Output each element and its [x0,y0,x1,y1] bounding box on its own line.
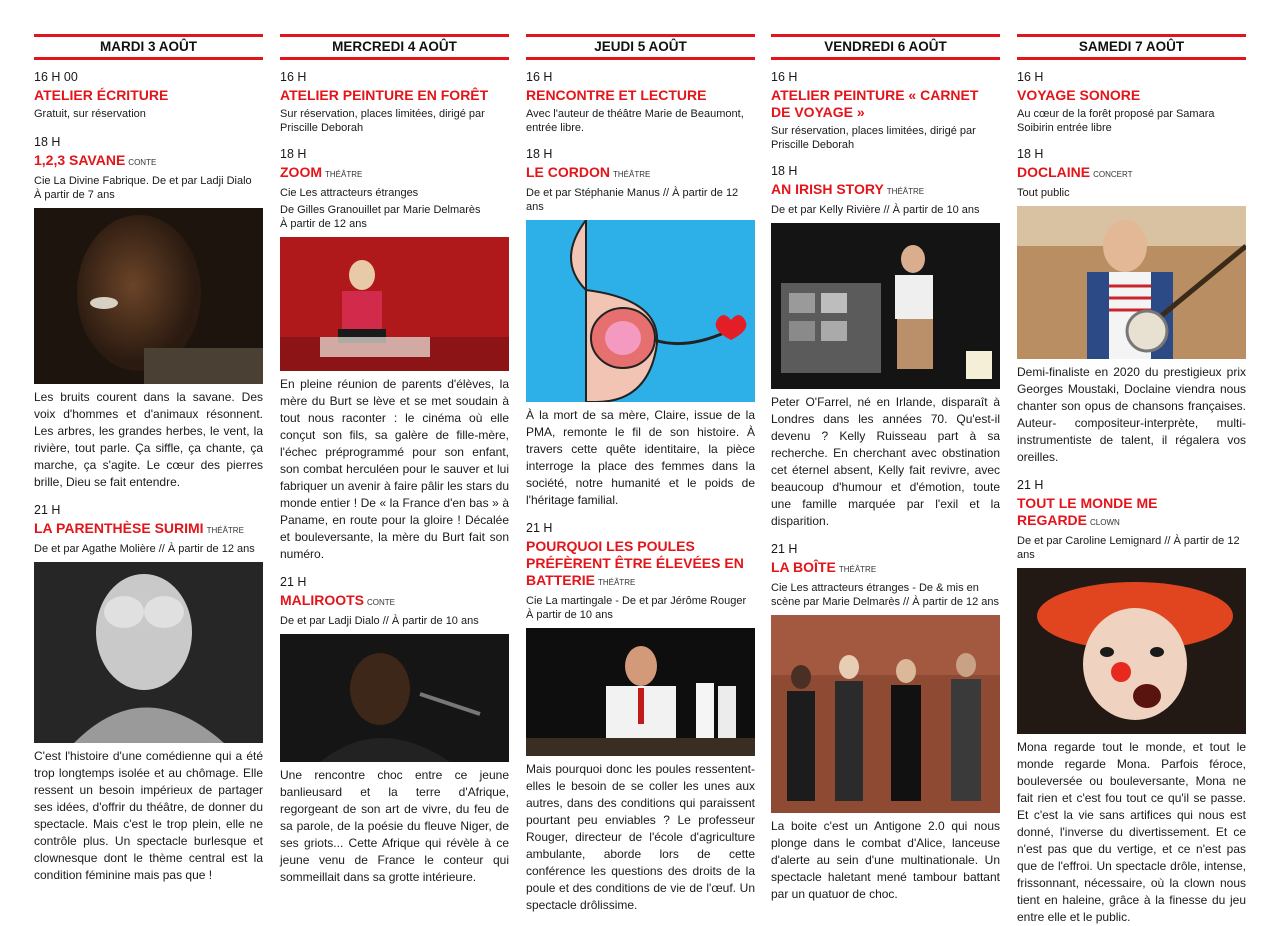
event-genre: THÉÂTRE [886,187,925,196]
event-time: 18 H [526,147,553,161]
event-info: De et par Caroline Lemignard // À partir de 12 ans [1017,535,1240,561]
event-description: En pleine réunion de parents d'élèves, la mère du Burt se lève et se met soudain à tout nous raconter : le cinéma où elle conçut son fils, sa galère de fille-mère, l'échec préprogrammé pour son enfant, son combat herculéen pour le sauver et lui fabriquer un avenir à faire pâlir les stars du monde entier ! De « la France d'en bas » à Paname, en route pour la gloire ! Décalée et bouleversante, la mère du Burt fait son numéro. [280,377,509,561]
event-photo-maliroots [280,634,509,762]
event-description: À la mort de sa mère, Claire, issue de la PMA, remonte le fil de son histoire. À travers cette quête identitaire, la pièce interroge la place des femmes dans la société, notre humanité et le poids de l'héritage familial. [526,408,755,507]
day-column-mercredi [280,34,509,886]
event-title: MALIROOTS CONTE [280,592,395,608]
event-description: Demi-finaliste en 2020 du prestigieux prix Georges Moustaki, Doclaine viendra nous chanter son opus de chansons françaises. Auteur- compositeur-interprète, multi-instrumentiste de talent, il régalera vos oreilles. [1017,365,1246,464]
event-tout-le-monde-me-regarde [1017,478,1246,926]
event-title: ATELIER PEINTURE EN FORÊT [280,87,489,103]
event-doclaine [1017,147,1246,466]
event-genre: THÉÂTRE [597,578,636,587]
event-photo-cordon [526,220,755,402]
day-header: MARDI 3 AOÛT [34,34,263,60]
event-genre: THÉÂTRE [206,526,244,535]
event-title: TOUT LE MONDE ME REGARDE CLOWN [1017,495,1158,528]
event-pourquoi-les-poules [526,521,755,914]
event-info: Au cœur de la forêt proposé par Samara Soibirin entrée libre [1017,108,1215,134]
event-description: C'est l'histoire d'une comédienne qui a été trop longtemps isolée et au chômage. Elle ressent un besoin impérieux de partager ses idées, d'offrir du théâtre, de donner du spectacle. Mais c'est le trop plein, elle ne contrôle plus. Un spectacle burlesque et clownesque dont le thème central est la condition féminine mais pas que ! [34,749,263,882]
event-info: Cie Les attracteurs étranges - De & mis en scène par Marie Delmarès // À partir de 12 ans [771,582,1000,608]
event-genre: THÉÂTRE [838,565,877,574]
event-description: La boite c'est un Antigone 2.0 qui nous plonge dans le combat d'Alice, lanceuse d'alerte au sein d'une multinationale. Un spectacle haletant mené tambour battant par un quatuor de choc. [771,819,1000,901]
event-time: 21 H [34,503,61,517]
day-header: MERCREDI 4 AOÛT [280,34,509,60]
event-photo-surimi [34,562,263,743]
event-rencontre-lecture [526,70,755,135]
event-info: De et par Agathe Molière // À partir de 12 ans [34,543,255,555]
day-header: VENDREDI 6 AOÛT [771,34,1000,60]
event-genre: THÉÂTRE [325,170,363,179]
event-maliroots [280,575,509,886]
event-time: 16 H [771,70,798,84]
event-description: Peter O'Farrel, né en Irlande, disparaît à Londres dans les années 70. Qu'est-il devenu ? Kelly Ruisseau part à sa recherche. En cherchant avec obstination cet éternel absent, Kelly fait revivre, avec beaucoup d'humour et d'émotion, toute une famille marquée par l'exil et la disparition. [771,395,1000,528]
event-time: 18 H [771,164,798,178]
event-info: De Gilles Granouillet par Marie Delmarès À partir de 12 ans [280,204,481,230]
event-title: AN IRISH STORY THÉÂTRE [771,181,925,197]
event-time: 21 H [771,542,798,556]
event-atelier-ecriture [34,70,263,121]
event-photo-la-boite [771,615,1000,813]
event-title: ATELIER ÉCRITURE [34,87,169,103]
event-description: Mona regarde tout le monde, et tout le monde regarde Mona. Parfois féroce, bouleversée ou bouleversante, Mona ne fait rien et c'est fou tout ce qu'il se passe. Et c'est la vie sans artifices qui nous est donné, l'inverse du divertissement. Et ce n'est pas que du vertige, et ce n'est pas que de l'effroi. Un spectacle drôle, intense, frissonnant, nécessaire, où la clown nous tient en haleine, grâce à la finesse du jeu entre elle et le public. [1017,740,1246,924]
day-header: SAMEDI 7 AOÛT [1017,34,1246,60]
event-genre: THÉÂTRE [613,170,651,179]
event-time: 21 H [1017,478,1044,492]
event-savane [34,135,263,491]
event-title: LA BOÎTE THÉÂTRE [771,559,877,575]
event-time: 16 H [526,70,553,84]
event-time: 18 H [280,147,307,161]
event-info: De et par Stéphanie Manus // À partir de 12 ans [526,187,739,213]
event-genre: CONTE [367,598,395,607]
event-title: ZOOM THÉÂTRE [280,164,363,180]
event-info: De et par Kelly Rivière // À partir de 10 ans [771,204,980,216]
event-info: Sur réservation, places limitées, dirigé par Priscille Deborah [771,125,976,151]
event-time: 18 H [34,135,61,149]
event-genre: CLOWN [1090,518,1120,527]
event-info: Gratuit, sur réservation [34,108,146,120]
event-info: Cie La Divine Fabrique. De et par Ladji Dialo À partir de 7 ans [34,175,252,201]
event-time: 16 H [1017,70,1044,84]
event-info: Tout public [1017,187,1070,199]
event-parenthese-surimi [34,503,263,884]
day-column-samedi [1017,34,1246,926]
event-la-boite [771,542,1000,903]
event-title: DOCLAINE CONCERT [1017,164,1133,180]
event-info: Cie La martingale - De et par Jérôme Rouger À partir de 10 ans [526,595,747,621]
event-description: Une rencontre choc entre ce jeune banlieusard et la terre d'Afrique, regorgeant de son art de vivre, du feu de sa parole, de la poésie du fleuve Niger, de ses griots... Cette Afrique qui révèle à ce jeune venu de France le conteur qui sommeillait dans sa grotte intérieure. [280,768,509,884]
event-irish-story [771,164,1000,530]
event-photo-irish-story [771,223,1000,389]
event-title: LA PARENTHÈSE SURIMI THÉÂTRE [34,520,244,536]
event-description: Les bruits courent dans la savane. Des voix d'hommes et d'animaux résonnent. Les arbres, les grandes herbes, le vent, la rivière, tout parle. Ça siffle, ça chante, ça marche, ça s'agite. Le cœur des pierres brille, Dieu se fait entendre. [34,390,263,489]
event-time: 21 H [526,521,553,535]
event-photo-savane [34,208,263,384]
day-column-mardi [34,34,263,884]
event-photo-zoom [280,237,509,371]
event-time: 21 H [280,575,307,589]
event-title: ATELIER PEINTURE « CARNET DE VOYAGE » [771,87,979,120]
event-genre: CONCERT [1093,170,1133,179]
event-voyage-sonore [1017,70,1246,135]
event-zoom [280,147,509,563]
day-column-vendredi [771,34,1000,903]
day-header: JEUDI 5 AOÛT [526,34,755,60]
event-atelier-carnet-voyage [771,70,1000,152]
event-info: Sur réservation, places limitées, dirigé par Priscille Deborah [280,108,485,134]
event-time: 16 H 00 [34,70,78,84]
event-photo-doclaine [1017,206,1246,359]
event-photo-clown [1017,568,1246,734]
event-time: 16 H [280,70,307,84]
event-title: LE CORDON THÉÂTRE [526,164,651,180]
event-description: Mais pourquoi donc les poules ressentent-elles le besoin de se coller les unes aux autres, dans des conditions qui paraissent pourtant peu enviables ? Le professeur Rouger, directeur de l'école d'agriculture ambulante, aborde lors de cette conférence les questions des droits de la poule et des conditions de vie de l'œuf. Un spectacle drôlissime. [526,762,755,912]
event-info: Avec l'auteur de théâtre Marie de Beaumont, entrée libre. [526,108,744,134]
event-title: VOYAGE SONORE [1017,87,1141,103]
event-atelier-peinture-foret [280,70,509,135]
event-info: Cie Les attracteurs étranges [280,187,419,199]
event-genre: CONTE [128,158,157,167]
event-title: 1,2,3 SAVANE CONTE [34,152,157,168]
event-title: POURQUOI LES POULES PRÉFÈRENT ÊTRE ÉLEVÉES EN BATTERIE THÉÂTRE [526,538,744,588]
event-photo-poules [526,628,755,756]
day-column-jeudi [526,34,755,914]
event-info: De et par Ladji Dialo // À partir de 10 ans [280,615,479,627]
event-le-cordon [526,147,755,509]
event-time: 18 H [1017,147,1044,161]
event-title: RENCONTRE ET LECTURE [526,87,707,103]
